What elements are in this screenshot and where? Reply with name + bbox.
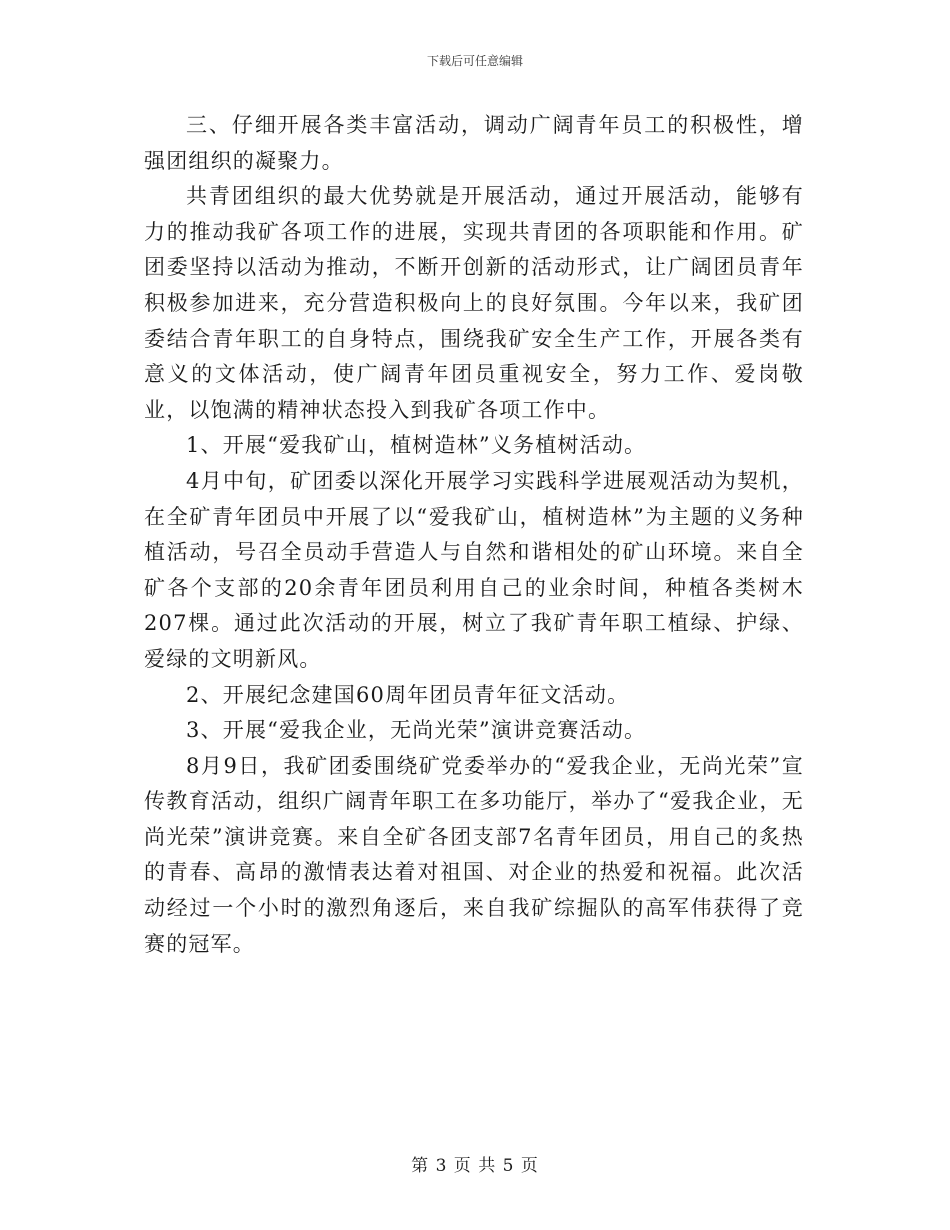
paragraph-item-3-heading: 3、开展“爱我企业，无尚光荣”演讲竞赛活动。 xyxy=(186,718,647,743)
paragraph-item-3-body: 8月9日，我矿团委围绕矿党委举办的“爱我企业，无尚光荣”宣传教育活动，组织广阔青年职工在多功能厅，举办了“爱我企业，无尚光荣”演讲竞赛。来自全矿各团支部7名青年团员，用自己的炙热的青春、高昂的激情表达着对祖国、对企业的热爱和祝福。此次活动经过一个小时的激烈角逐后，来自我矿综掘队的高军伟获得了竞赛的冠军。 xyxy=(144,753,804,956)
paragraph-intro: 共青团组织的最大优势就是开展活动，通过开展活动，能够有力的推动我矿各项工作的进展，实现共青团的各项职能和作用。矿团委坚持以活动为推动，不断开创新的活动形式，让广阔团员青年积极参加进来，充分营造积极向上的良好氛围。今年以来，我矿团委结合青年职工的自身特点，围绕我矿安全生产工作，开展各类有意义的文体活动，使广阔青年团员重视安全，努力工作、爱岗敬业，以饱满的精神状态投入到我矿各项工作中。 xyxy=(144,184,804,422)
paragraph-section-heading: 三、仔细开展各类丰富活动，调动广阔青年员工的积极性，增强团组织的凝聚力。 xyxy=(144,113,804,173)
paragraph-item-1-body: 4月中旬，矿团委以深化开展学习实践科学进展观活动为契机，在全矿青年团员中开展了以“爱我矿山，植树造林”为主题的义务种植活动，号召全员动手营造人与自然和谐相处的矿山环境。来自全矿各个支部的20余青年团员利用自己的业余时间，种植各类树木207棵。通过此次活动的开展，树立了我矿青年职工植绿、护绿、爱绿的文明新风。 xyxy=(144,468,804,671)
paragraph-item-1-heading: 1、开展“爱我矿山，植树造林”义务植树活动。 xyxy=(186,433,647,458)
document-body xyxy=(144,108,804,962)
header-note: 下载后可任意编辑 xyxy=(426,54,523,68)
paragraph-item-2-heading: 2、开展纪念建国60周年团员青年征文活动。 xyxy=(186,682,630,707)
page-number: 第 3 页 共 5 页 xyxy=(411,1156,539,1176)
